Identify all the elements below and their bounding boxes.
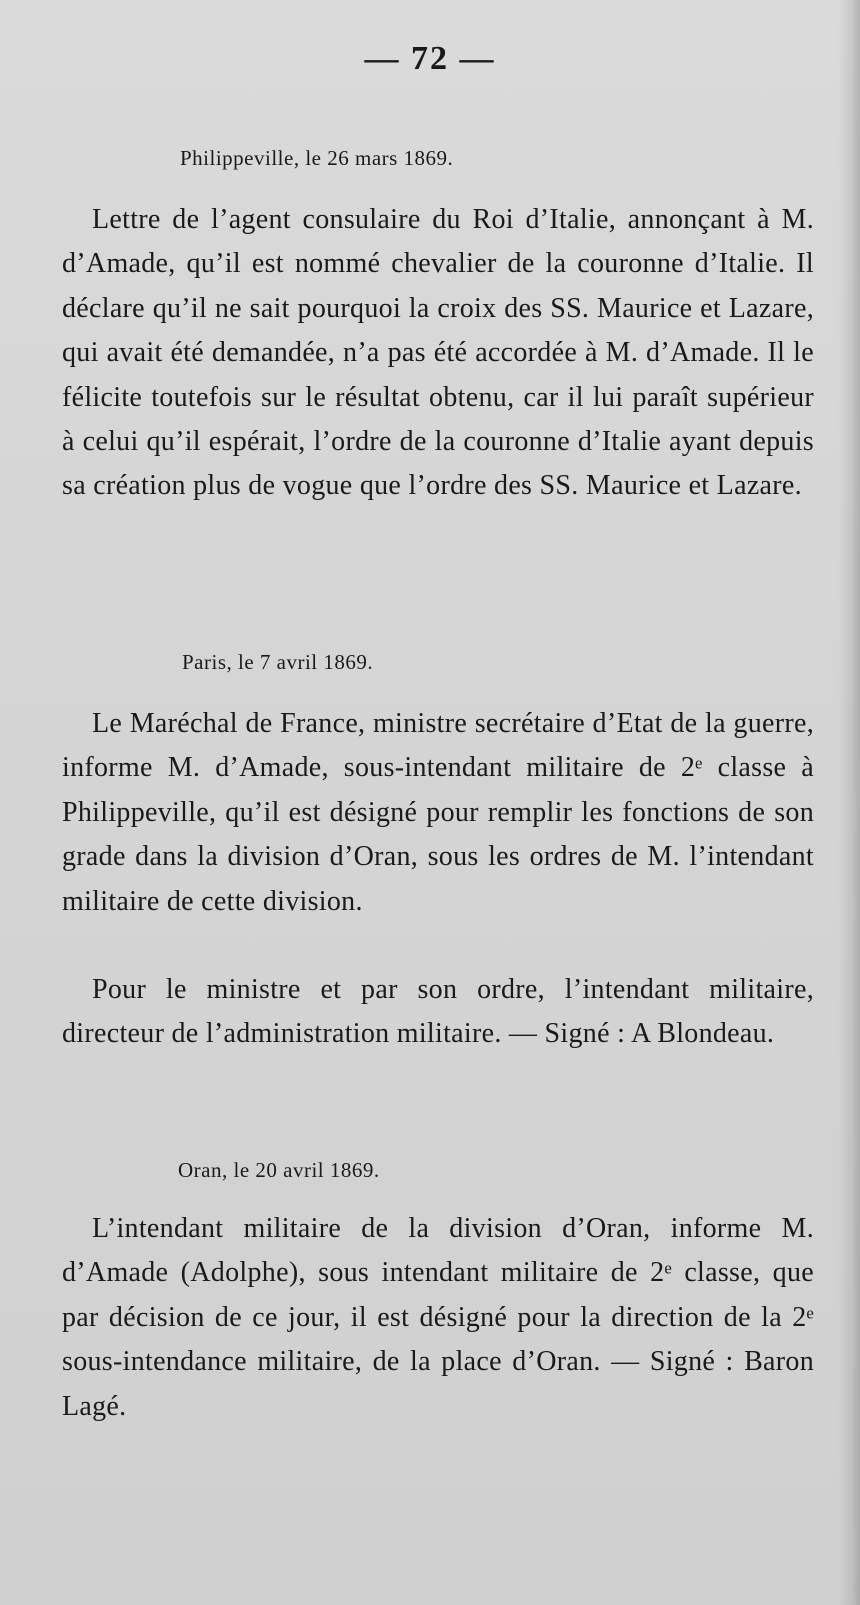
page-edge-shadow bbox=[838, 0, 860, 1605]
paragraph-text: Le Maréchal de France, ministre secrétaire d’Etat de la guerre, informe M. d’Amade, sous-intendant militaire de 2ᵉ classe à Philippeville, qu’il est désigné pour remplir les fonctions de son grade dans la division d’Oran, sous les ordres de M. l’intendant militaire de cette division. bbox=[62, 708, 814, 917]
paragraph-text: Lettre de l’agent consulaire du Roi d’Italie, annonçant à M. d’Amade, qu’il est nommé chevalier de la couronne d’Italie. Il déclare qu’il ne sait pourquoi la croix des SS. Maurice et Lazare, qui avait été demandée, n’a pas été accordée à M. d’Amade. Il le félicite toutefois sur le résultat obtenu, car il lui paraît supérieur à celui qu’il espérait, l’ordre de la couronne d’Italie ayant depuis sa création plus de vogue que l’ordre des SS. Maurice et Lazare. bbox=[62, 204, 814, 502]
page-number: — 72 — bbox=[364, 40, 496, 77]
letter-paragraph bbox=[62, 198, 814, 509]
letter-paragraph bbox=[62, 702, 814, 924]
dateline-paris: Paris, le 7 avril 1869. bbox=[182, 650, 374, 674]
dateline-oran: Oran, le 20 avril 1869. bbox=[178, 1158, 380, 1182]
dateline-philippeville: Philippeville, le 26 mars 1869. bbox=[180, 146, 454, 170]
paragraph-text: L’intendant militaire de la division d’Oran, informe M. d’Amade (Adolphe), sous intendant militaire de 2ᵉ classe, que par décision de ce jour, il est désigné pour la direction de la 2ᵉ sous-intendance militaire, de la place d’Oran. — Signé : Baron Lagé. bbox=[62, 1213, 814, 1422]
signature-paragraph bbox=[62, 968, 814, 1057]
letter-paragraph bbox=[62, 1207, 814, 1429]
paragraph-text: Pour le ministre et par son ordre, l’intendant militaire, directeur de l’administration militaire. — Signé : A Blondeau. bbox=[62, 974, 814, 1050]
